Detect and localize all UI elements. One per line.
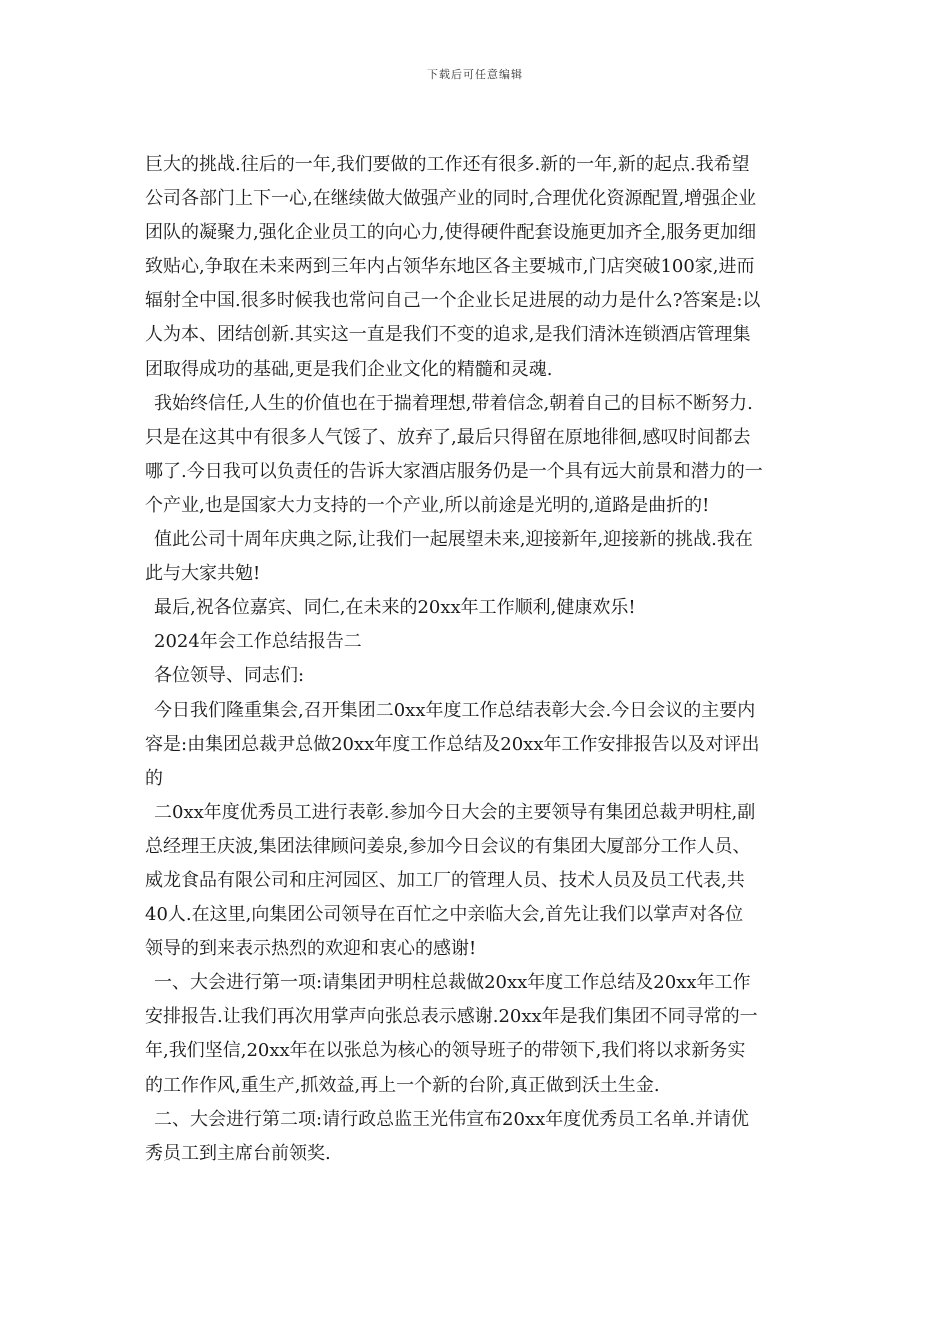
text-line: 2024年会工作总结报告二 — [154, 631, 362, 653]
text-line: 今日我们隆重集会,召开集团二0xx年度工作总结表彰大会.今日会议的主要内 — [154, 699, 756, 721]
text-line: 团队的凝聚力,强化企业员工的向心力,使得硬件配套设施更加齐全,服务更加细 — [145, 222, 757, 244]
text-line: 年,我们坚信,20xx年在以张总为核心的领导班子的带领下,我们将以求新务实 — [145, 1040, 746, 1062]
text-line: 我始终信任,人生的价值也在于揣着理想,带着信念,朝着自己的目标不断努力. — [154, 392, 753, 414]
text-line: 辐射全中国.很多时候我也常问自己一个企业长足进展的动力是什么?答案是:以 — [145, 290, 761, 312]
text-line: 致贴心,争取在未来两到三年内占领华东地区各主要城市,门店突破100家,进而 — [145, 256, 755, 278]
text-line: 的 — [145, 767, 163, 789]
text-line: 值此公司十周年庆典之际,让我们一起展望未来,迎接新年,迎接新的挑战.我在 — [154, 529, 753, 551]
text-line: 团取得成功的基础,更是我们企业文化的精髓和灵魂. — [145, 358, 553, 380]
text-line: 个产业,也是国家大力支持的一个产业,所以前途是光明的,道路是曲折的! — [145, 494, 710, 516]
text-line: 二0xx年度优秀员工进行表彰.参加今日大会的主要领导有集团总裁尹明柱,副 — [154, 801, 756, 823]
text-line: 哪了.今日我可以负责任的告诉大家酒店服务仍是一个具有远大前景和潜力的一 — [145, 460, 763, 482]
text-line: 一、大会进行第一项:请集团尹明柱总裁做20xx年度工作总结及20xx年工作 — [154, 972, 751, 994]
text-line: 各位领导、同志们: — [154, 665, 305, 687]
page-header-note: 下载后可任意编辑 — [427, 68, 523, 81]
text-line: 总经理王庆波,集团法律顾问姜泉,参加今日会议的有集团大厦部分工作人员、 — [145, 835, 751, 857]
text-line: 只是在这其中有很多人气馁了、放弃了,最后只得留在原地徘徊,感叹时间都去 — [145, 426, 751, 448]
text-line: 40人.在这里,向集团公司领导在百忙之中亲临大会,首先让我们以掌声对各位 — [145, 904, 744, 926]
text-line: 二、大会进行第二项:请行政总监王光伟宣布20xx年度优秀员工名单.并请优 — [154, 1108, 749, 1130]
text-line: 安排报告.让我们再次用掌声向张总表示感谢.20xx年是我们集团不同寻常的一 — [145, 1006, 758, 1028]
text-line: 秀员工到主席台前领奖. — [145, 1142, 331, 1164]
text-line: 此与大家共勉! — [145, 563, 261, 585]
text-line: 巨大的挑战.往后的一年,我们要做的工作还有很多.新的一年,新的起点.我希望 — [145, 154, 750, 175]
text-line: 的工作作风,重生产,抓效益,再上一个新的台阶,真正做到沃土生金. — [145, 1074, 660, 1096]
text-line: 威龙食品有限公司和庄河园区、加工厂的管理人员、技术人员及员工代表,共 — [145, 869, 745, 891]
document-body — [145, 148, 807, 1171]
text-line: 领导的到来表示热烈的欢迎和衷心的感谢! — [145, 938, 477, 960]
text-line: 人为本、团结创新.其实这一直是我们不变的追求,是我们清沐连锁酒店管理集 — [145, 324, 751, 346]
text-line: 公司各部门上下一心,在继续做大做强产业的同时,合理优化资源配置,增强企业 — [145, 188, 757, 210]
text-line: 最后,祝各位嘉宾、同仁,在未来的20xx年工作顺利,健康欢乐! — [154, 597, 636, 619]
text-line: 容是:由集团总裁尹总做20xx年度工作总结及20xx年工作安排报告以及对评出 — [145, 733, 760, 755]
